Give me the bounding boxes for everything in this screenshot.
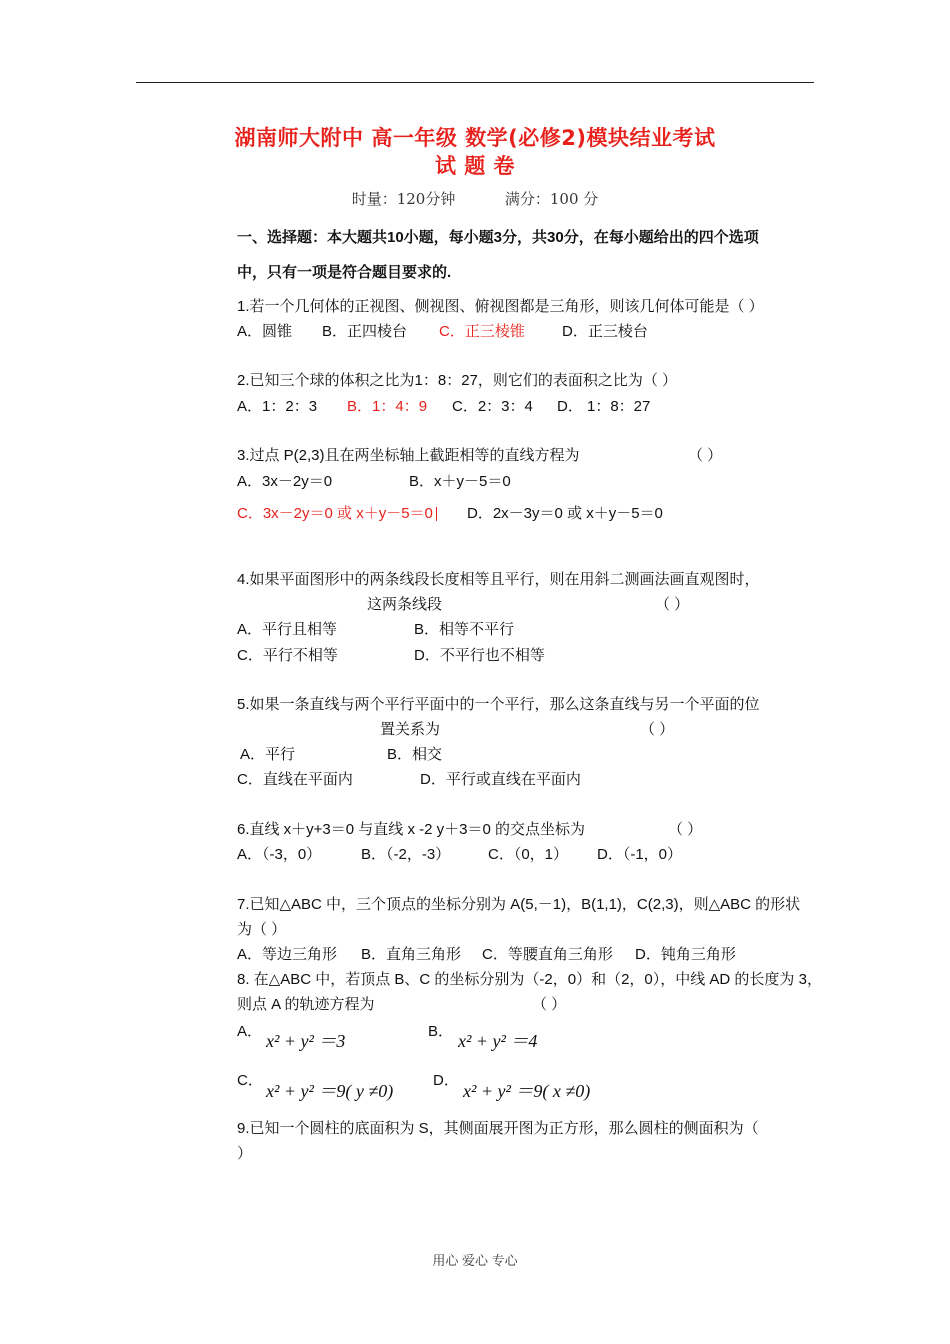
q8-stem: 8. 在△ABC 中，若顶点 B、C 的坐标分别为（-2，0）和（2，0），中线 AD 的长度为 3， bbox=[237, 971, 822, 988]
q3-stem: 3.过点 P(2,3)且在两坐标轴上截距相等的直线方程为 bbox=[237, 447, 580, 464]
q2-option-d: D． 1：8：27 bbox=[557, 398, 651, 415]
header-rule bbox=[136, 82, 814, 83]
q4-option-c: C．平行不相等 bbox=[237, 647, 338, 664]
q9-stem-cont: ） bbox=[237, 1145, 253, 1162]
q4-stem-cont: 这两条线段 bbox=[367, 596, 443, 613]
q4-option-a: A．平行且相等 bbox=[237, 621, 338, 638]
q5-options-row1 bbox=[237, 745, 817, 765]
q5-stem: 5.如果一条直线与两个平行平面中的一个平行，那么这条直线与另一个平面的位 bbox=[237, 696, 760, 713]
exam-meta bbox=[136, 188, 814, 209]
q8-stem-cont: 则点 A 的轨迹方程为 bbox=[237, 996, 375, 1013]
q4-options-row1 bbox=[237, 620, 817, 640]
q2-option-c: C．2：3：4 bbox=[452, 398, 533, 415]
full-score: 满分：100 分 bbox=[504, 190, 599, 208]
exam-subtitle: 试 题 卷 bbox=[434, 154, 516, 178]
q5-option-b: B．相交 bbox=[387, 746, 443, 763]
q1-option-a: A．圆锥 bbox=[237, 323, 293, 340]
q4-paren: （ ） bbox=[655, 596, 690, 613]
q7-option-c: C．等腰直角三角形 bbox=[482, 946, 613, 963]
q3-options-row1 bbox=[237, 472, 817, 492]
q7-stem-cont: 为（ ） bbox=[237, 921, 287, 938]
q3-option-d: D．2x－3y＝0 或 x＋y－5＝0 bbox=[467, 505, 663, 522]
q2-options bbox=[237, 397, 817, 417]
q7-stem: 7.已知△ABC 中，三个顶点的坐标分别为 A(5,－1)，B(1,1)，C(2,3)，则△ABC 的形状 bbox=[237, 896, 801, 913]
q6-options bbox=[237, 845, 817, 865]
q4-option-d: D．不平行也不相等 bbox=[414, 647, 545, 664]
cursor-mark-icon bbox=[436, 507, 441, 521]
q3-paren: （ ） bbox=[688, 447, 723, 464]
q8-option-a-label: A． bbox=[237, 1023, 263, 1040]
q4-option-b: B．相等不平行 bbox=[414, 621, 515, 638]
q8-option-a-formula: x² + y² ＝3 bbox=[266, 1031, 346, 1051]
q7-option-d: D．钝角三角形 bbox=[635, 946, 736, 963]
time-limit: 时量：120分钟 bbox=[351, 190, 456, 208]
q7-options bbox=[237, 945, 817, 965]
q8-option-c-label: C． bbox=[237, 1072, 263, 1089]
q2-option-b: B．1：4：9 bbox=[347, 398, 428, 415]
q4-options-row2 bbox=[237, 646, 817, 666]
q5-options-row2 bbox=[237, 770, 817, 790]
q6-option-a: A．（-3，0） bbox=[237, 846, 322, 863]
q6-option-c: C．（0，1） bbox=[488, 846, 569, 863]
q3-option-b: B．x＋y－5＝0 bbox=[409, 473, 511, 490]
q8-option-d-formula: x² + y² ＝9( x ≠0) bbox=[463, 1081, 591, 1101]
q1-option-c: C．正三棱锥 bbox=[439, 323, 525, 340]
q5-paren: （ ） bbox=[640, 721, 675, 738]
section-heading-cont: 中，只有一项是符合题目要求的. bbox=[237, 264, 452, 281]
q6-paren: （ ） bbox=[668, 821, 703, 838]
q7-option-b: B．直角三角形 bbox=[361, 946, 462, 963]
q8-paren: （ ） bbox=[532, 996, 567, 1013]
q5-option-d: D．平行或直线在平面内 bbox=[420, 771, 581, 788]
q3-option-a: A．3x－2y＝0 bbox=[237, 473, 333, 490]
q3-options-row2 bbox=[237, 504, 817, 524]
q5-option-a: A．平行 bbox=[240, 746, 296, 763]
q2-option-a: A．1：2：3 bbox=[237, 398, 318, 415]
q5-stem-cont: 置关系为 bbox=[380, 721, 441, 738]
page-footer: 用心 爱心 专心 bbox=[432, 1253, 518, 1268]
q8-option-d-label: D． bbox=[433, 1072, 459, 1089]
exam-title: 湖南师大附中 高一年级 数学(必修2)模块结业考试 bbox=[234, 126, 716, 150]
q6-option-d: D．（-1，0） bbox=[597, 846, 683, 863]
q6-option-b: B．（-2，-3） bbox=[361, 846, 451, 863]
q2-stem: 2.已知三个球的体积之比为1：8：27，则它们的表面积之比为（ ） bbox=[237, 372, 678, 389]
section-heading: 一、选择题：本大题共10小题，每小题3分，共30分，在每小题给出的四个选项 bbox=[237, 229, 759, 246]
q4-stem: 4.如果平面图形中的两条线段长度相等且平行，则在用斜二测画法画直观图时， bbox=[237, 571, 760, 588]
q1-option-b: B．正四棱台 bbox=[322, 323, 408, 340]
q5-option-c: C．直线在平面内 bbox=[237, 771, 353, 788]
q6-stem: 6.直线 x＋y+3＝0 与直线 x -2 y＋3＝0 的交点坐标为 bbox=[237, 821, 585, 838]
q8-option-b-formula: x² + y² ＝4 bbox=[458, 1031, 538, 1051]
q7-option-a: A．等边三角形 bbox=[237, 946, 338, 963]
q1-options bbox=[237, 322, 817, 342]
q8-option-b-label: B． bbox=[428, 1023, 454, 1040]
q1-option-d: D．正三棱台 bbox=[562, 323, 648, 340]
q9-stem: 9.已知一个圆柱的底面积为 S，其侧面展开图为正方形，那么圆柱的侧面积为（ bbox=[237, 1120, 759, 1137]
q1-stem: 1.若一个几何体的正视图、侧视图、俯视图都是三角形，则该几何体可能是（ ） bbox=[237, 298, 764, 315]
q8-option-c-formula: x² + y² ＝9( y ≠0) bbox=[266, 1081, 394, 1101]
q3-option-c: C．3x－2y＝0 或 x＋y－5＝0 bbox=[237, 504, 441, 524]
